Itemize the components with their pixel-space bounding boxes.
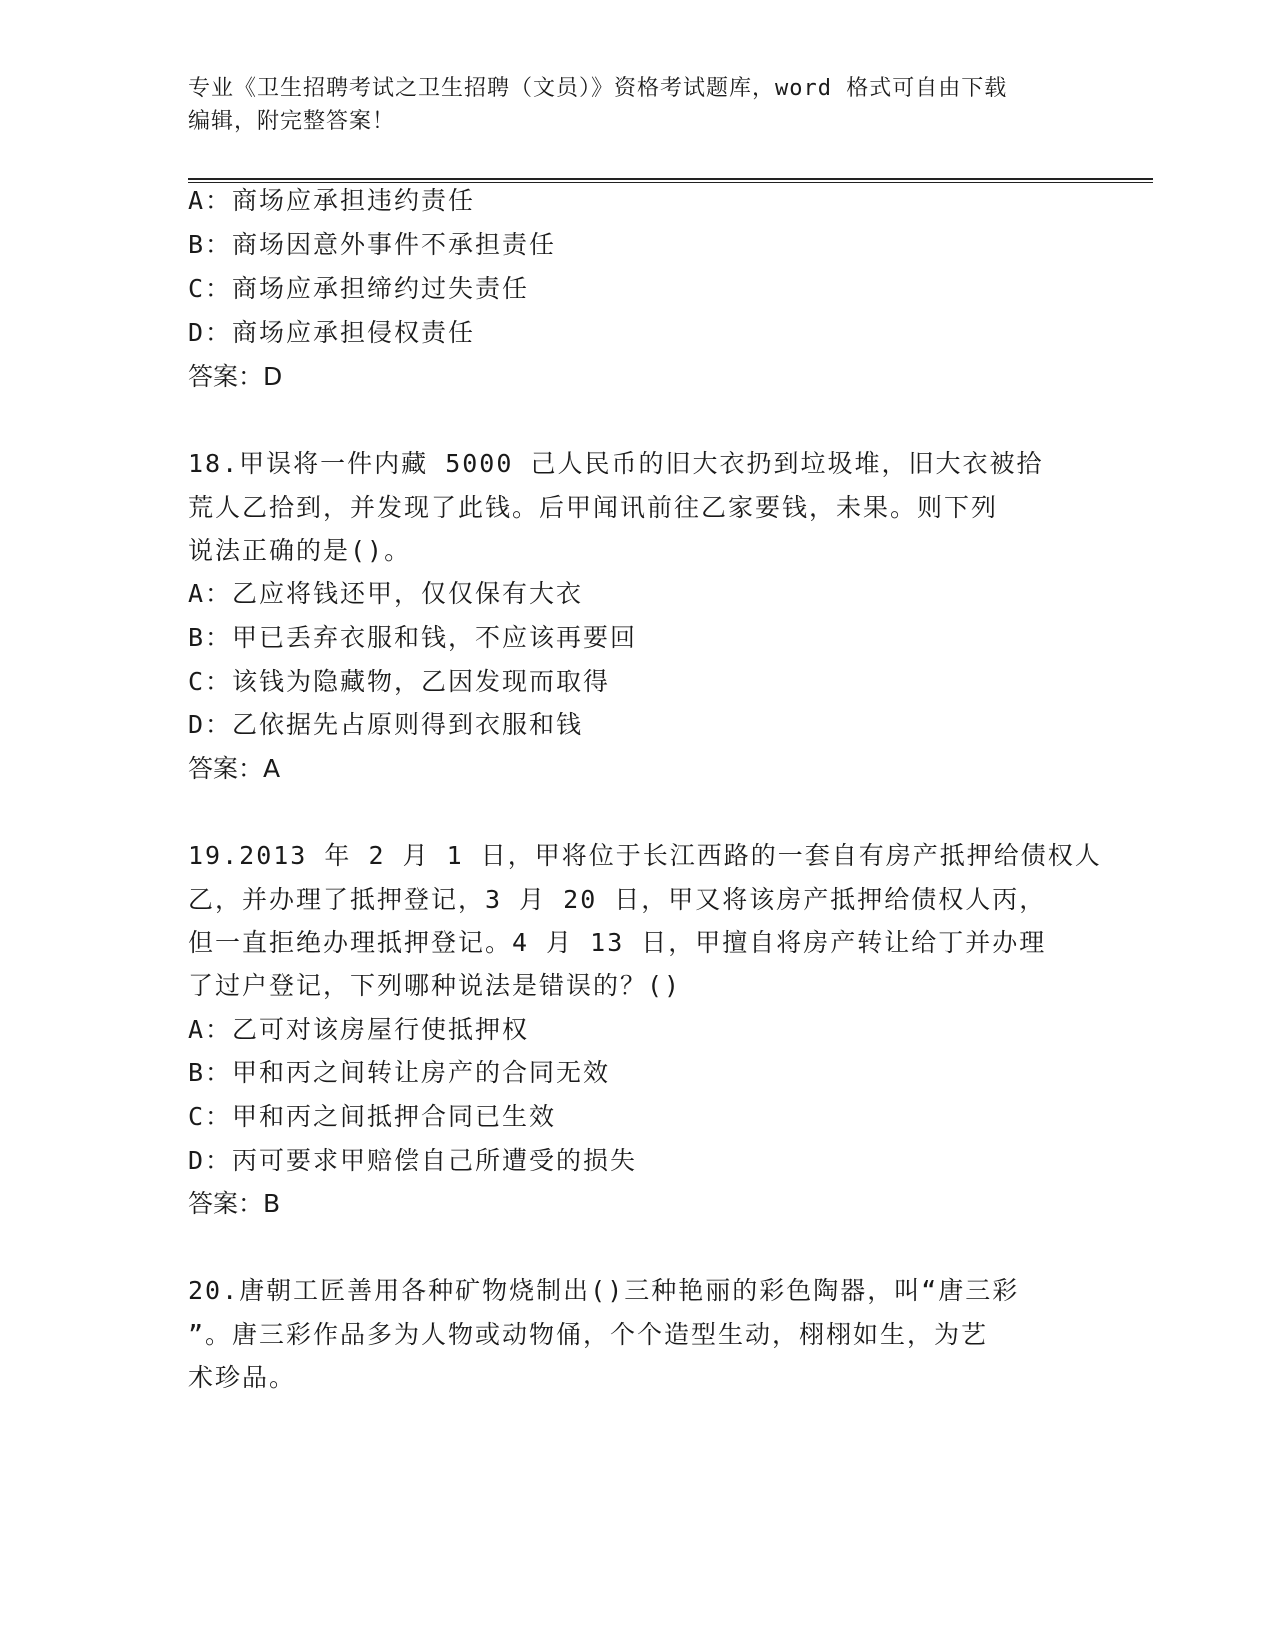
q18-stem-line-3: 说法正确的是()。 bbox=[188, 536, 412, 565]
q17-option-d: D：商场应承担侵权责任 bbox=[188, 318, 476, 347]
q18-option-c: C：该钱为隐藏物，乙因发现而取得 bbox=[188, 667, 611, 696]
q19-stem-line-2: 乙，并办理了抵押登记，3 月 20 日，甲又将该房产抵押给债权人丙， bbox=[188, 885, 1047, 914]
q17-answer: 答案：D bbox=[188, 362, 283, 391]
q18-option-a: A：乙应将钱还甲，仅仅保有大衣 bbox=[188, 579, 584, 608]
header-line-2: 编辑，附完整答案！ bbox=[188, 109, 396, 134]
header-line-1: 专业《卫生招聘考试之卫生招聘（文员）》资格考试题库，word 格式可自由下载 bbox=[188, 76, 1008, 101]
q19-option-c: C：甲和丙之间抵押合同已生效 bbox=[188, 1102, 557, 1131]
q18-option-b: B：甲已丢弃衣服和钱，不应该再要回 bbox=[188, 623, 638, 652]
q18-answer: 答案：A bbox=[188, 754, 281, 783]
q19-stem-line-1: 19.2013 年 2 月 1 日，甲将位于长江西路的一套自有房产抵押给债权人 bbox=[188, 841, 1102, 870]
q20-stem-line-3: 术珍品。 bbox=[188, 1363, 297, 1392]
q17-option-a: A：商场应承担违约责任 bbox=[188, 186, 476, 215]
q18-option-d: D：乙依据先占原则得到衣服和钱 bbox=[188, 710, 584, 739]
q19-answer: 答案：B bbox=[188, 1189, 281, 1218]
q19-stem-line-3: 但一直拒绝办理抵押登记。4 月 13 日，甲擅自将房产转让给丁并办理 bbox=[188, 928, 1047, 957]
q18-stem-line-2: 荒人乙拾到，并发现了此钱。后甲闻讯前往乙家要钱，未果。则下列 bbox=[188, 493, 999, 522]
header-divider bbox=[188, 178, 1153, 183]
q17-option-b: B：商场因意外事件不承担责任 bbox=[188, 230, 557, 259]
q19-option-b: B：甲和丙之间转让房产的合同无效 bbox=[188, 1058, 611, 1087]
document-header bbox=[188, 72, 1088, 138]
q18-stem-line-1: 18.甲误将一件内藏 5000 己人民币的旧大衣扔到垃圾堆，旧大衣被拾 bbox=[188, 449, 1044, 478]
q20-stem-line-1: 20.唐朝工匠善用各种矿物烧制出()三种艳丽的彩色陶器，叫“唐三彩 bbox=[188, 1276, 1020, 1305]
q19-option-d: D：丙可要求甲赔偿自己所遭受的损失 bbox=[188, 1146, 638, 1175]
q19-option-a: A：乙可对该房屋行使抵押权 bbox=[188, 1015, 530, 1044]
q19-stem-line-4: 了过户登记，下列哪种说法是错误的？() bbox=[188, 971, 682, 1000]
q20-stem-line-2: ”。唐三彩作品多为人物或动物俑，个个造型生动，栩栩如生，为艺 bbox=[188, 1320, 989, 1349]
q17-option-c: C：商场应承担缔约过失责任 bbox=[188, 274, 530, 303]
